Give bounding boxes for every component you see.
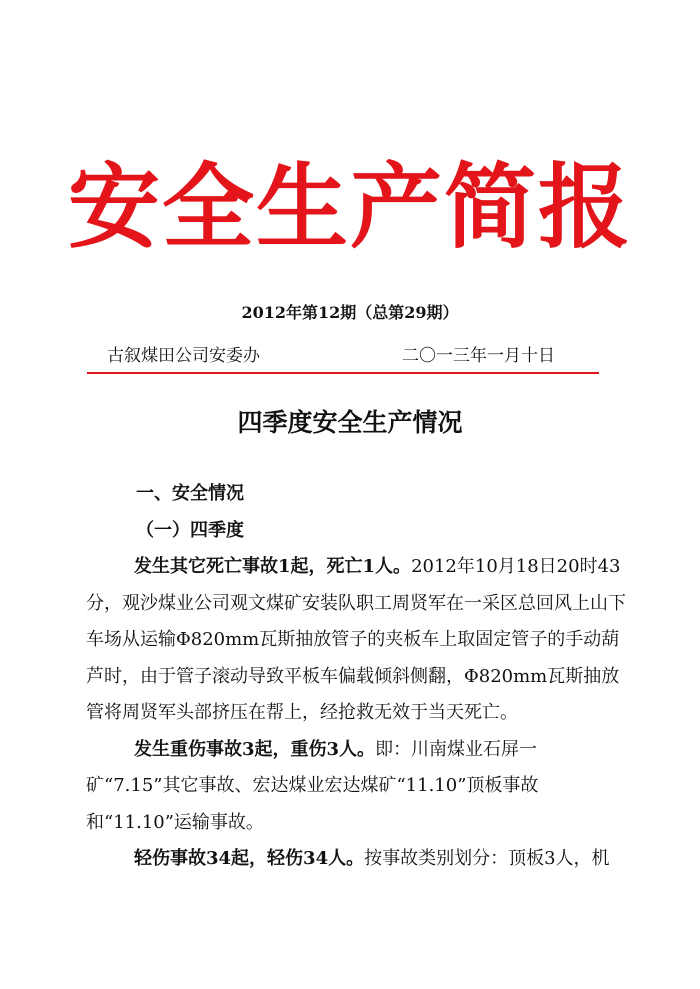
issue-date: 二〇一三年一月十日 xyxy=(402,346,555,366)
issue-number: 2012年第12期（总第29期） xyxy=(241,303,459,322)
paragraph-lead: 轻伤事故34起，轻伤34人。 xyxy=(134,848,365,869)
issuer: 古叙煤田公司安委办 xyxy=(107,346,260,366)
subsection-heading: （一）四季度 xyxy=(136,519,244,541)
paragraph-lead: 发生重伤事故3起，重伤3人。 xyxy=(134,738,376,760)
article-body xyxy=(86,476,626,878)
masthead-title: 安全生产简报 xyxy=(67,153,632,261)
paragraph-text: 2012年10月18日20时43分，观沙煤业公司观文煤矿安装队职工周贤军在一采区总回风上山下车场从运输Φ820mm瓦斯抽放管子的夹板车上取固定管子的手动葫芦时，由于管子滚动导致平板车偏载倾斜侧翻，Φ820mm瓦斯抽放管将周贤军头部挤压在帮上，经抢救无效于当天死亡。 xyxy=(86,556,626,723)
paragraph-text: 按事故类别划分：顶板3人，机 xyxy=(364,848,610,869)
paragraph-lead: 发生其它死亡事故1起，死亡1人。 xyxy=(134,556,412,577)
paragraph-minor-injury xyxy=(86,841,626,878)
red-divider xyxy=(87,372,599,374)
article-title: 四季度安全生产情况 xyxy=(237,408,463,437)
paragraph-text: 即：川南煤业石屏一矿“7.15”其它事故、宏达煤业宏达煤矿“11.10”顶板事故和“11.10”运输事故。 xyxy=(86,738,539,833)
paragraph-serious-injury xyxy=(86,732,626,842)
paragraph-fatal-accident xyxy=(86,549,626,732)
section-heading: 一、安全情况 xyxy=(136,483,244,504)
